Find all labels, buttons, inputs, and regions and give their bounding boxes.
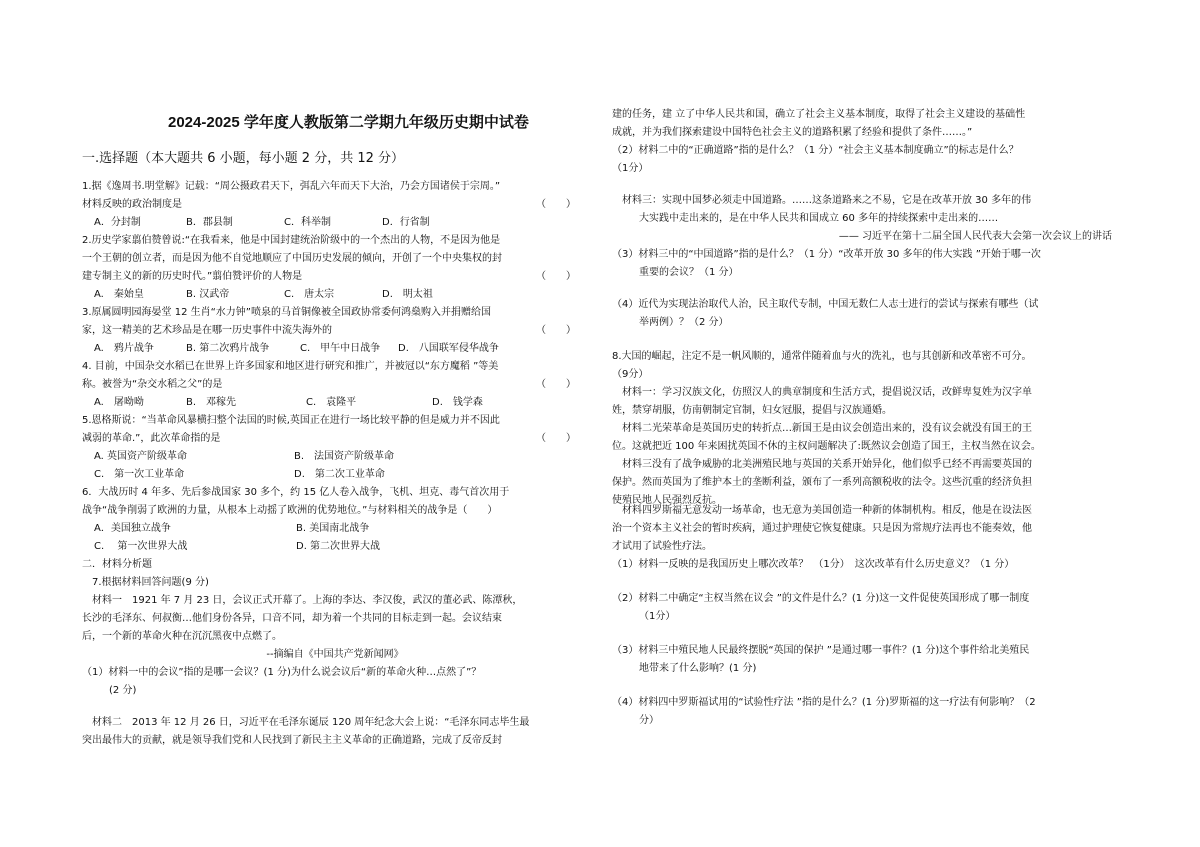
q8-sub-question-4: （4）材料四中罗斯福试用的“试验性疗法 ”指的是什么？(1 分)罗斯福的这一疗法有何影响？（2 分）	[612, 697, 1036, 726]
q8-material-2: 材料二光荣革命是英国历史的转折点…新国王是由议会创造出来的，没有议会就没有国王的王 位。这就把近 100 年来困扰英国不休的主权问题解决了:既然议会创造了国王，主权当然在议会。	[612, 423, 1041, 452]
q7-material-2: 材料二 2013 年 12 月 26 日，习近平在毛泽东诞辰 120 周年纪念大会上说：“毛泽东同志毕生最 突出最伟大的贡献，就是领导我们党和人民找到了新民主主义革命的正确道路，完成了反帝反封	[82, 717, 530, 746]
q4-option-a: A. 屠呦呦	[94, 397, 144, 408]
q5-answer-paren: （ ）	[536, 433, 576, 444]
q1-option-d: D．行省制	[382, 217, 430, 228]
q3-option-a: A. 鸦片战争	[94, 343, 154, 354]
q2-option-c: C. 唐太宗	[284, 289, 335, 300]
q1-option-b: B．郡县制	[186, 217, 233, 228]
q8-material-3: 材料三没有了战争威胁的北美洲殖民地与英国的关系开始异化，他们似乎已经不再需要英国的 保护。然而英国为了维护本土的垄断利益，颁布了一系列高额税收的法令。这些沉重的经济负担 使殖民地人民强烈反抗。	[612, 459, 1032, 506]
q7-material-3: 材料三：实现中国梦必须走中国道路。……这条道路来之不易，它是在改革开放 30 多年的伟 大实践中走出来的，是在中华人民共和国成立 60 多年的持续探索中走出来的……	[621, 195, 1032, 224]
q1-answer-paren: （ ）	[536, 199, 576, 210]
q1-stem: 1.据《逸周书.明堂解》记载：“周公摄政君天下，弭乱六年而天下大治，乃会方国诸侯于宗周。” 材料反映的政治制度是	[82, 181, 501, 210]
q8-sub-question-1: （1）材料一反映的是我国历史上哪次改革？ （1分） 这次改革有什么历史意义？（1 分）	[612, 559, 1015, 570]
q5-stem: 5.恩格斯说：“当革命风暴横扫整个法国的时候,英国正在进行一场比较平静的但是威力并不因此 减弱的革命.”，此次革命指的是	[82, 415, 500, 444]
q8-material-1: 材料一：学习汉族文化，仿照汉人的典章制度和生活方式，提倡说汉话，改鲜卑复姓为汉字单 姓，禁穿胡服，仿南朝制定官制，妇女冠服，提倡与汉族通婚。	[612, 387, 1032, 416]
q8-material-4: 材料四罗斯福无意发动一场革命，也无意为美国创造一种新的体制机构。相反，他是在设法医 治一个资本主义社会的暂时疾病，通过护理使它恢复健康。只是因为常规疗法再也不能奏效，他 才试用了试验性疗法。	[612, 505, 1032, 552]
page-title: 2024-2025 学年度人教版第二学期九年级历史期中试卷	[168, 114, 529, 131]
q3-stem: 3.原属圆明园海晏堂 12 生肖“水力钟”喷泉的马首铜像被全国政协常委何鸿燊购入并捐赠给国 家，这一精美的艺术珍品是在哪一历史事件中流失海外的	[82, 307, 491, 336]
q6-option-a: A．美国独立战争	[94, 523, 171, 534]
q2-option-b: B. 汉武帝	[186, 289, 230, 300]
q1-option-c: C．科举制	[284, 217, 331, 228]
q7-sub-question-3: （3）材料三中的“中国道路”指的是什么？（1 分）“改革开放 30 多年的伟大实践 ”开始于哪一次 重要的会议？（1 分）	[612, 249, 1041, 278]
q6-option-c: C. 第一次世界大战	[94, 541, 188, 552]
q2-stem: 2.历史学家翦伯赞曾说:“在我看来，他是中国封建统治阶级中的一个杰出的人物，不是因为他是 一个王朝的创立者，而是因为他不自觉地顺应了中国历史发展的倾向，开创了一个中央集权的封 建专制主义的新的历史时代。”翦伯赞评价的人物是	[82, 235, 502, 282]
q3-option-c: C. 甲午中日战争	[300, 343, 381, 354]
q4-option-d: D. 钱学森	[432, 397, 483, 408]
q2-option-a: A. 秦始皇	[94, 289, 144, 300]
q4-answer-paren: （ ）	[536, 379, 576, 390]
q7-material-1-source: --摘编自《中国共产党新闻网》	[266, 649, 404, 660]
q3-answer-paren: （ ）	[536, 325, 576, 336]
q4-option-c: C. 袁隆平	[306, 397, 357, 408]
q1-option-a: A．分封制	[94, 217, 141, 228]
q3-option-b: B. 第二次鸦片战争	[186, 343, 270, 354]
section-2-heading: 二．材料分析题	[82, 559, 152, 570]
q7-heading: 7.根据材料回答问题(9 分)	[92, 577, 209, 588]
q4-option-b: B. 邓稼先	[186, 397, 237, 408]
q6-option-d: D. 第二次世界大战	[296, 541, 381, 552]
q8-heading: 8.大国的崛起，注定不是一帆风顺的，通常伴随着血与火的洗礼，也与其创新和改革密不可分。 （9分）	[612, 351, 1032, 380]
q6-stem: 6．大战历时 4 年多、先后参战国家 30 多个，约 15 亿人卷入战争，飞机、坦克、毒气首次用于 战争“战争削弱了欧洲的力量，从根本上动摇了欧洲的优势地位。”与材料相关的战争是（ ）	[82, 487, 510, 516]
q5-option-d: D. 第二次工业革命	[294, 469, 385, 480]
q7-sub-question-2: （2）材料二中的“正确道路”指的是什么？（1 分）“社会主义基本制度确立”的标志是什么？ （1分）	[612, 145, 1019, 174]
q2-option-d: D. 明太祖	[382, 289, 433, 300]
q7-sub-question-1: （1）材料一中的会议”指的是哪一会议？(1 分)为什么说会议后“新的革命火种…点然了”？ (2 分)	[82, 667, 482, 696]
section-1-heading: 一.选择题（本大题共 6 小题，每小题 2 分，共 12 分）	[82, 151, 405, 166]
q4-stem: 4. 目前，中国杂交水稻已在世界上许多国家和地区进行研究和推广，并被冠以“东方魔稻 ”等美 称。被誉为“杂交水稻之父”的是	[82, 361, 499, 390]
q6-option-b: B. 美国南北战争	[296, 523, 370, 534]
q8-sub-question-2: （2）材料二中确定“主权当然在议会 ”的文件是什么？(1 分)这一文件促使英国形成了哪一制度 （1分）	[612, 593, 1030, 622]
q7-material-1: 材料一 1921 年 7 月 23 日，会议正式开幕了。上海的李达、李汉俊，武汉的董必武、陈潭秋， 长沙的毛泽东、何叔衡…他们身份各异，口音不同，却为着一个共同的目标走到一起。会议结束 后，一个新的革命火种在沉沉黑夜中点燃了。	[82, 595, 523, 642]
q2-answer-paren: （ ）	[536, 271, 576, 282]
q5-option-c: C. 第一次工业革命	[94, 469, 185, 480]
q8-sub-question-3: （3）材料三中殖民地人民最终摆脱“英国的保护 ”是通过哪一事件？(1 分)这个事件给北美殖民 地带来了什么影响？(1 分)	[612, 645, 1030, 674]
q7-material-3-source: —— 习近平在第十二届全国人民代表大会第一次会议上的讲话	[838, 231, 1112, 242]
q7-material-2-continued: 建的任务，建 立了中华人民共和国，确立了社会主义基本制度，取得了社会主义建设的基础性 成就，并为我们探索建设中国特色社会主义的道路积累了经验和提供了条件……。”	[612, 109, 1026, 138]
q3-option-d: D. 八国联军侵华战争	[398, 343, 499, 354]
q7-sub-question-4: （4）近代为实现法治取代人治，民主取代专制，中国无数仁人志士进行的尝试与探索有哪些（试 举两例）？（2 分）	[612, 299, 1039, 328]
q5-option-b: B. 法国资产阶级革命	[294, 451, 395, 462]
q5-option-a: A. 英国资产阶级革命	[94, 451, 188, 462]
